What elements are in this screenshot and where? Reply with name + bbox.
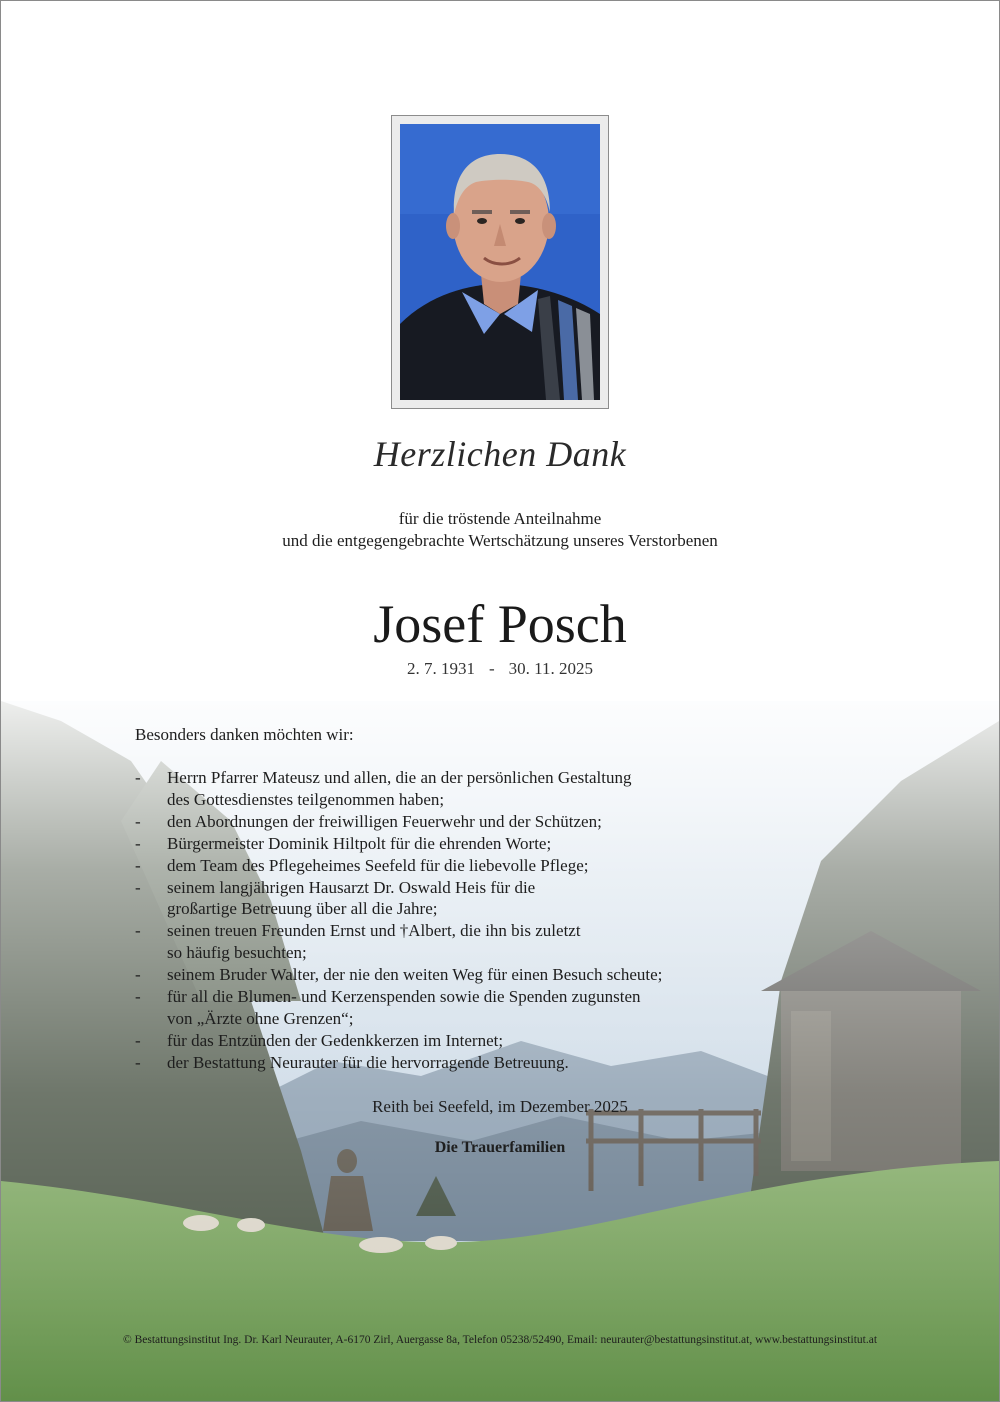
list-item-text: des Gottesdienstes teilgenommen haben; xyxy=(167,789,445,809)
list-item xyxy=(135,833,835,855)
list-item xyxy=(135,1052,835,1074)
thanks-intro: Besonders danken möchten wir: xyxy=(135,725,354,744)
list-item-text: für das Entzünden der Gedenkkerzen im Internet; xyxy=(167,1030,504,1050)
list-dash: - xyxy=(135,987,141,1007)
thanks-list xyxy=(135,767,835,1074)
list-item-text: der Bestattung Neurauter für die hervorragende Betreuung. xyxy=(167,1052,569,1072)
footer-imprint: © Bestattungsinstitut Ing. Dr. Karl Neurauter, A-6170 Zirl, Auergasse 8a, Telefon 05238/52490, Email: neurauter@bestattungsinstitut.at, www.bestattungsinstitut.at xyxy=(122,1334,878,1346)
list-item xyxy=(135,767,835,811)
list-item xyxy=(135,920,835,964)
list-item-text: so häufig besuchten; xyxy=(167,943,307,963)
list-item-text: für all die Blumen- und Kerzenspenden sowie die Spenden zugunsten xyxy=(167,987,641,1007)
list-dash: - xyxy=(135,833,141,853)
deceased-name: Josef Posch xyxy=(373,594,627,654)
list-item xyxy=(135,855,835,877)
list-dash: - xyxy=(135,965,141,985)
list-item-text: seinem langjährigen Hausarzt Dr. Oswald Heis für die xyxy=(167,877,536,897)
life-dates xyxy=(1,659,999,679)
list-item-text: seinem Bruder Walter, der nie den weiten Weg für einen Besuch scheute; xyxy=(167,965,663,985)
list-item-text: den Abordnungen der freiwilligen Feuerwehr und der Schützen; xyxy=(167,811,602,831)
list-dash: - xyxy=(135,1030,141,1050)
list-dash: - xyxy=(135,811,141,831)
list-dash: - xyxy=(135,877,141,897)
list-item-text: Herrn Pfarrer Mateusz und allen, die an der persönlichen Gestaltung xyxy=(167,768,632,787)
list-item-text: dem Team des Pflegeheimes Seefeld für die liebevolle Pflege; xyxy=(167,855,589,875)
list-item-text: seinen treuen Freunden Ernst und †Albert, die ihn bis zuletzt xyxy=(167,921,581,941)
list-dash: - xyxy=(135,921,141,941)
list-dash: - xyxy=(135,855,141,875)
intro-line-2: und die entgegengebrachte Wertschätzung unseres Verstorbenen xyxy=(282,531,718,550)
portrait-frame xyxy=(391,115,609,409)
date-separator: - xyxy=(488,659,495,678)
list-item xyxy=(135,811,835,833)
list-item-text: Bürgermeister Dominik Hiltpolt für die ehrenden Worte; xyxy=(167,833,552,853)
portrait-photo xyxy=(400,124,600,400)
list-item xyxy=(135,877,835,921)
list-item xyxy=(135,964,835,986)
list-dash: - xyxy=(135,768,141,787)
place-date: Reith bei Seefeld, im Dezember 2025 xyxy=(372,1097,628,1116)
birth-date: 2. 7. 1931 xyxy=(406,659,475,678)
signature: Die Trauerfamilien xyxy=(434,1139,566,1156)
list-item xyxy=(135,986,835,1030)
list-dash: - xyxy=(135,1052,141,1072)
heading: Herzlichen Dank xyxy=(373,434,627,474)
list-item-text: großartige Betreuung über all die Jahre; xyxy=(167,899,438,919)
list-item xyxy=(135,1030,835,1052)
death-date: 30. 11. 2025 xyxy=(508,659,594,678)
list-item-text: von „Ärzte ohne Grenzen“; xyxy=(167,1008,354,1028)
intro-line-1: für die tröstende Anteilnahme xyxy=(398,509,602,528)
